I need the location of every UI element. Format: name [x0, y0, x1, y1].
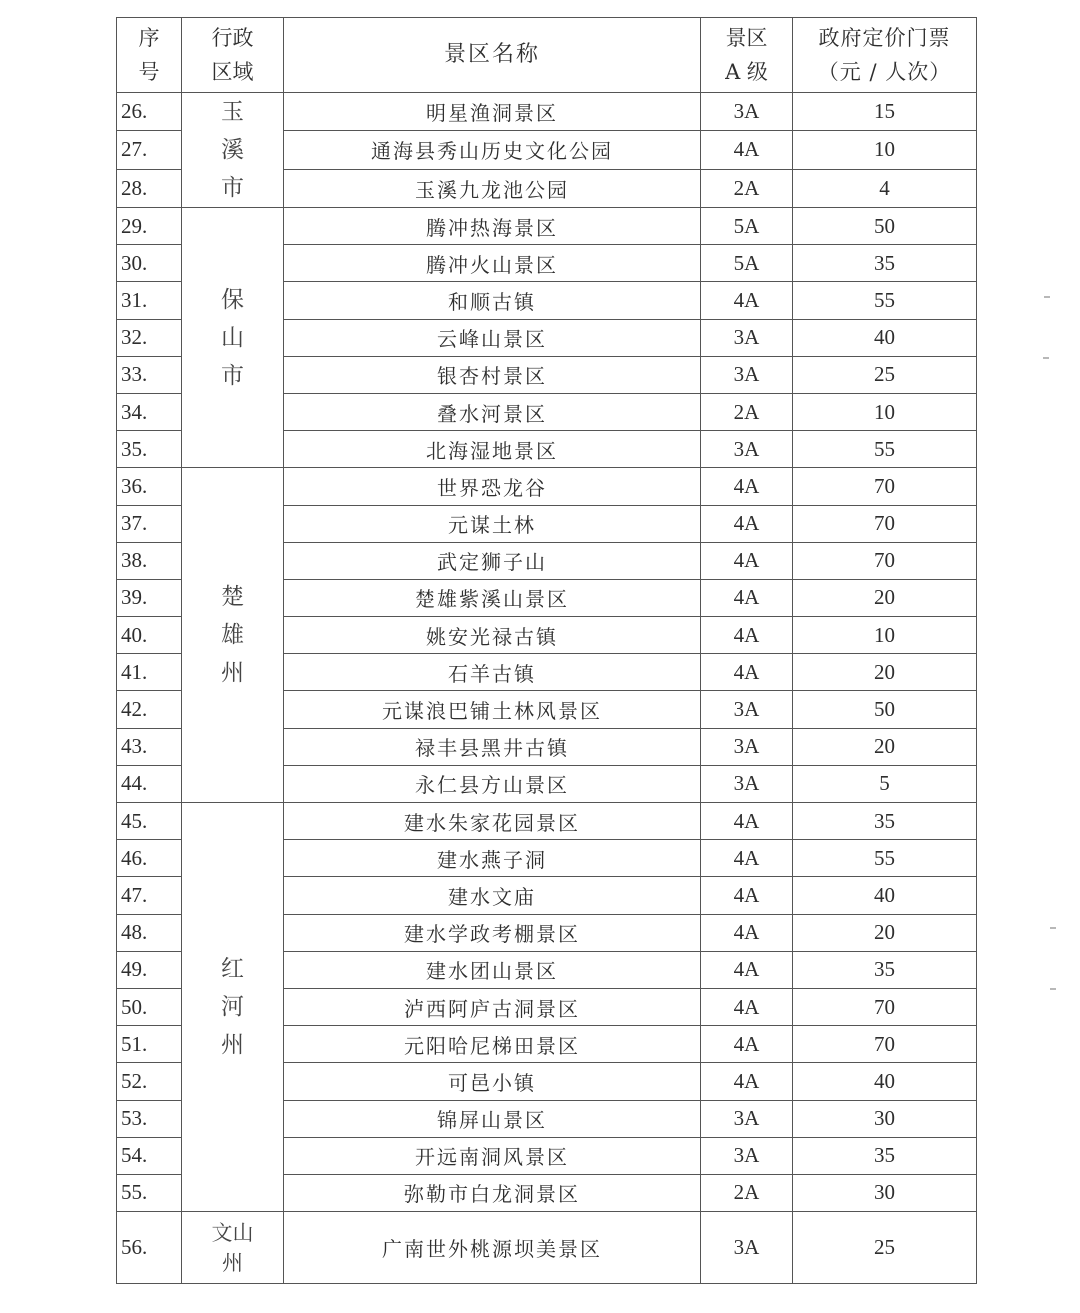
row-a-level: 4A [701, 840, 793, 877]
header-region [182, 18, 284, 93]
row-a-level: 4A [701, 131, 793, 169]
row-ticket-price: 70 [793, 505, 977, 542]
row-scenic-name: 叠水河景区 [284, 393, 701, 430]
row-ticket-price: 4 [793, 169, 977, 207]
row-seq: 39. [117, 579, 182, 616]
header-level-line2: A 级 [725, 60, 768, 84]
row-ticket-price: 20 [793, 654, 977, 691]
row-ticket-price: 25 [793, 1212, 977, 1284]
header-name: 景区名称 [284, 18, 701, 93]
region-char: 市 [221, 175, 244, 201]
row-ticket-price: 35 [793, 951, 977, 988]
row-seq: 29. [117, 208, 182, 245]
header-price [793, 18, 977, 93]
row-scenic-name: 北海湿地景区 [284, 431, 701, 468]
row-a-level: 3A [701, 1100, 793, 1137]
row-scenic-name: 泸西阿庐古洞景区 [284, 988, 701, 1025]
row-seq: 26. [117, 93, 182, 131]
header-region-line1: 行政 [211, 26, 254, 50]
row-ticket-price: 40 [793, 877, 977, 914]
row-seq: 48. [117, 914, 182, 951]
row-ticket-price: 55 [793, 282, 977, 319]
row-ticket-price: 70 [793, 1026, 977, 1063]
row-a-level: 3A [701, 356, 793, 393]
row-seq: 38. [117, 542, 182, 579]
row-a-level: 4A [701, 1063, 793, 1100]
row-scenic-name: 楚雄紫溪山景区 [284, 579, 701, 616]
region-char: 保 [221, 286, 244, 313]
region-char: 山 [221, 324, 244, 351]
row-scenic-name: 建水燕子洞 [284, 840, 701, 877]
row-scenic-name: 元阳哈尼梯田景区 [284, 1026, 701, 1063]
row-seq: 47. [117, 877, 182, 914]
row-ticket-price: 50 [793, 691, 977, 728]
row-seq: 33. [117, 356, 182, 393]
row-seq: 49. [117, 951, 182, 988]
header-level-line1: 景区 [725, 26, 768, 50]
region-char: 红 [221, 956, 244, 983]
row-seq: 41. [117, 654, 182, 691]
row-ticket-price: 50 [793, 208, 977, 245]
row-ticket-price: 10 [793, 617, 977, 654]
row-a-level: 3A [701, 1137, 793, 1174]
row-ticket-price: 10 [793, 393, 977, 430]
region-char: 文山 [211, 1220, 254, 1245]
row-a-level: 5A [701, 245, 793, 282]
row-scenic-name: 石羊古镇 [284, 654, 701, 691]
header-seq-line1: 序 [138, 26, 160, 50]
row-ticket-price: 30 [793, 1100, 977, 1137]
row-ticket-price: 70 [793, 468, 977, 505]
row-a-level: 4A [701, 282, 793, 319]
header-seq [117, 18, 182, 93]
region-char: 州 [222, 1250, 243, 1275]
row-seq: 51. [117, 1026, 182, 1063]
row-ticket-price: 20 [793, 728, 977, 765]
region-cell [182, 93, 284, 208]
row-a-level: 2A [701, 1174, 793, 1211]
row-scenic-name: 建水团山景区 [284, 951, 701, 988]
scenic-ticket-price-table [116, 17, 977, 1284]
region-char: 玉 [221, 99, 244, 125]
row-scenic-name: 云峰山景区 [284, 319, 701, 356]
row-scenic-name: 明星渔洞景区 [284, 93, 701, 131]
row-scenic-name: 建水朱家花园景区 [284, 803, 701, 840]
row-scenic-name: 可邑小镇 [284, 1063, 701, 1100]
row-a-level: 4A [701, 877, 793, 914]
region-char: 市 [221, 362, 244, 389]
row-a-level: 4A [701, 579, 793, 616]
region-cell [182, 468, 284, 803]
row-seq: 27. [117, 131, 182, 169]
row-ticket-price: 35 [793, 803, 977, 840]
row-scenic-name: 姚安光禄古镇 [284, 617, 701, 654]
row-seq: 35. [117, 431, 182, 468]
row-scenic-name: 武定狮子山 [284, 542, 701, 579]
row-ticket-price: 15 [793, 93, 977, 131]
row-ticket-price: 70 [793, 542, 977, 579]
row-seq: 30. [117, 245, 182, 282]
region-char: 雄 [221, 622, 244, 649]
row-scenic-name: 广南世外桃源坝美景区 [284, 1212, 701, 1284]
row-a-level: 4A [701, 1026, 793, 1063]
row-a-level: 2A [701, 169, 793, 207]
row-seq: 50. [117, 988, 182, 1025]
scan-speck [1050, 927, 1056, 929]
row-seq: 32. [117, 319, 182, 356]
row-ticket-price: 35 [793, 1137, 977, 1174]
row-a-level: 3A [701, 1212, 793, 1284]
table-row [117, 1212, 977, 1284]
region-cell [182, 1212, 284, 1284]
row-ticket-price: 25 [793, 356, 977, 393]
table-row [117, 803, 977, 840]
row-seq: 45. [117, 803, 182, 840]
row-ticket-price: 20 [793, 579, 977, 616]
row-seq: 44. [117, 765, 182, 802]
row-scenic-name: 世界恐龙谷 [284, 468, 701, 505]
row-a-level: 5A [701, 208, 793, 245]
row-seq: 31. [117, 282, 182, 319]
row-scenic-name: 和顺古镇 [284, 282, 701, 319]
row-a-level: 4A [701, 988, 793, 1025]
row-seq: 56. [117, 1212, 182, 1284]
row-seq: 55. [117, 1174, 182, 1211]
row-a-level: 3A [701, 765, 793, 802]
row-a-level: 4A [701, 617, 793, 654]
row-scenic-name: 腾冲热海景区 [284, 208, 701, 245]
row-a-level: 3A [701, 691, 793, 728]
header-region-line2: 区域 [211, 60, 254, 84]
region-char: 楚 [221, 584, 244, 611]
row-seq: 40. [117, 617, 182, 654]
row-ticket-price: 5 [793, 765, 977, 802]
region-cell [182, 208, 284, 468]
row-ticket-price: 70 [793, 988, 977, 1025]
row-seq: 43. [117, 728, 182, 765]
row-scenic-name: 锦屏山景区 [284, 1100, 701, 1137]
row-ticket-price: 40 [793, 319, 977, 356]
row-seq: 53. [117, 1100, 182, 1137]
region-char: 州 [221, 660, 244, 687]
header-price-line2: （元 / 人次） [817, 60, 952, 84]
row-a-level: 4A [701, 914, 793, 951]
table-header-row [117, 18, 977, 93]
row-seq: 46. [117, 840, 182, 877]
row-ticket-price: 30 [793, 1174, 977, 1211]
row-ticket-price: 20 [793, 914, 977, 951]
row-scenic-name: 建水文庙 [284, 877, 701, 914]
row-seq: 36. [117, 468, 182, 505]
row-a-level: 2A [701, 393, 793, 430]
row-ticket-price: 55 [793, 431, 977, 468]
row-seq: 54. [117, 1137, 182, 1174]
row-ticket-price: 10 [793, 131, 977, 169]
row-ticket-price: 35 [793, 245, 977, 282]
header-seq-line2: 号 [138, 60, 160, 84]
header-price-line1: 政府定价门票 [818, 26, 951, 50]
row-scenic-name: 元谋浪巴铺土林风景区 [284, 691, 701, 728]
row-a-level: 4A [701, 505, 793, 542]
row-scenic-name: 禄丰县黑井古镇 [284, 728, 701, 765]
row-a-level: 3A [701, 319, 793, 356]
row-seq: 34. [117, 393, 182, 430]
row-scenic-name: 元谋土林 [284, 505, 701, 542]
row-ticket-price: 40 [793, 1063, 977, 1100]
scan-speck [1044, 296, 1050, 298]
table-row [117, 468, 977, 505]
table-row [117, 208, 977, 245]
row-scenic-name: 建水学政考棚景区 [284, 914, 701, 951]
region-char: 溪 [221, 137, 244, 163]
row-a-level: 4A [701, 542, 793, 579]
row-a-level: 3A [701, 431, 793, 468]
row-seq: 28. [117, 169, 182, 207]
region-char: 河 [221, 994, 244, 1021]
table-body [117, 93, 977, 1284]
table-row [117, 93, 977, 131]
row-scenic-name: 通海县秀山历史文化公园 [284, 131, 701, 169]
row-a-level: 4A [701, 654, 793, 691]
scan-speck [1050, 988, 1056, 990]
row-seq: 52. [117, 1063, 182, 1100]
row-scenic-name: 永仁县方山景区 [284, 765, 701, 802]
row-scenic-name: 开远南洞风景区 [284, 1137, 701, 1174]
row-seq: 37. [117, 505, 182, 542]
row-a-level: 4A [701, 803, 793, 840]
row-scenic-name: 玉溪九龙池公园 [284, 169, 701, 207]
row-a-level: 3A [701, 93, 793, 131]
region-char: 州 [221, 1032, 244, 1059]
row-scenic-name: 腾冲火山景区 [284, 245, 701, 282]
row-a-level: 3A [701, 728, 793, 765]
scan-speck [1043, 357, 1049, 359]
row-seq: 42. [117, 691, 182, 728]
row-a-level: 4A [701, 951, 793, 988]
region-cell [182, 803, 284, 1212]
row-a-level: 4A [701, 468, 793, 505]
row-scenic-name: 弥勒市白龙洞景区 [284, 1174, 701, 1211]
row-scenic-name: 银杏村景区 [284, 356, 701, 393]
row-ticket-price: 55 [793, 840, 977, 877]
header-level [701, 18, 793, 93]
